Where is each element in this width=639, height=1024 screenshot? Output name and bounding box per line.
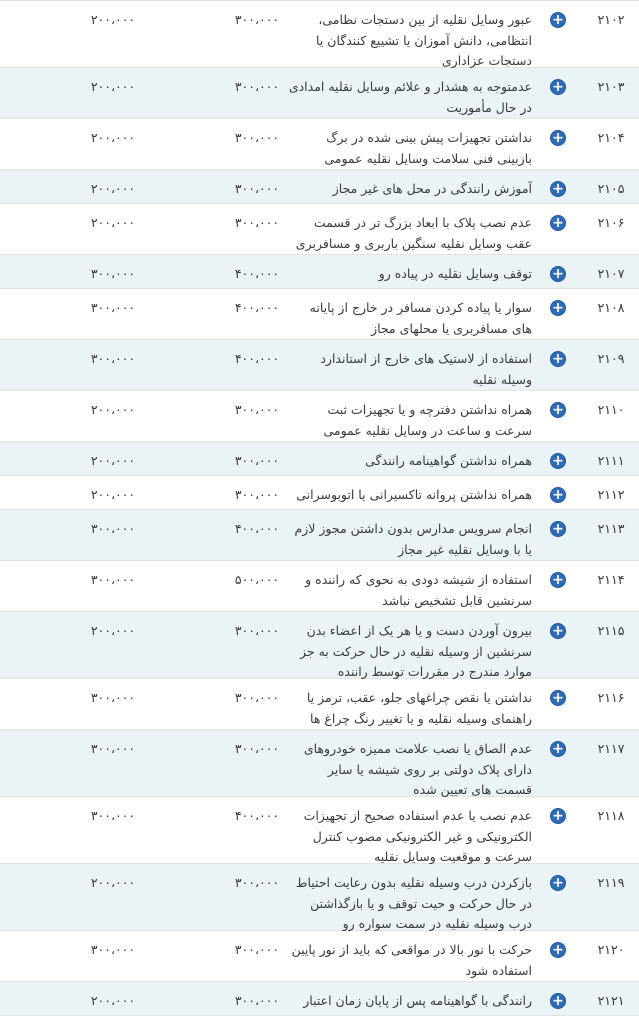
violation-description: انجام سرویس مدارس بدون داشتن مجوز لازم یا با وسایل نقلیه غیر مجاز xyxy=(294,521,532,557)
plus-circle-icon[interactable]: + xyxy=(550,79,566,95)
violation-description: عدم نصب یا عدم استفاده صحیح از تجهیزات الکترونیکی و غیر الکترونیکی مصوب کنترل سرعت و موقعیت وسایل نقلیه xyxy=(303,808,532,864)
violation-description: آموزش رانندگی در محل های غیر مجاز xyxy=(332,181,532,196)
fine-amount-high: ۴۰۰،۰۰۰ xyxy=(234,300,280,315)
table-row xyxy=(0,255,639,289)
fine-amount-low: ۲۰۰،۰۰۰ xyxy=(90,12,136,27)
fine-amount-high: ۳۰۰،۰۰۰ xyxy=(234,623,280,638)
fine-amount-low: ۲۰۰،۰۰۰ xyxy=(90,402,136,417)
violation-description: عدم الصاق یا نصب علامت ممیزه خودروهای دارای پلاک دولتی بر روی شیشه یا سایر قسمت های تعیین شده xyxy=(303,741,532,797)
plus-circle-icon[interactable]: + xyxy=(550,181,566,197)
violation-code: ۲۱۰۶ xyxy=(597,215,625,230)
violation-code: ۲۱۱۲ xyxy=(597,487,625,502)
table-row xyxy=(0,982,639,1016)
plus-circle-icon[interactable]: + xyxy=(550,690,566,706)
fine-amount-low: ۳۰۰،۰۰۰ xyxy=(90,808,136,823)
plus-circle-icon[interactable]: + xyxy=(550,12,566,28)
violation-code: ۲۱۰۸ xyxy=(597,300,625,315)
fine-amount-low: ۳۰۰،۰۰۰ xyxy=(90,572,136,587)
fine-amount-high: ۳۰۰،۰۰۰ xyxy=(234,130,280,145)
violation-code: ۲۱۰۴ xyxy=(597,130,625,145)
plus-circle-icon[interactable]: + xyxy=(550,942,566,958)
fine-amount-high: ۳۰۰،۰۰۰ xyxy=(234,215,280,230)
violation-description: استفاده از لاستیک های خارج از استاندارد وسیله نقلیه xyxy=(320,351,532,387)
violation-description: توقف وسایل نقلیه در پیاده رو xyxy=(378,266,532,281)
plus-circle-icon[interactable]: + xyxy=(550,993,566,1009)
table-row xyxy=(0,679,639,730)
violation-code: ۲۱۱۸ xyxy=(597,808,625,823)
fine-amount-high: ۴۰۰،۰۰۰ xyxy=(234,266,280,281)
violation-description: همراه نداشتن دفترچه و یا تجهیزات ثبت سرعت و ساعت در وسایل نقلیه عمومی xyxy=(323,402,532,438)
table-row xyxy=(0,561,639,612)
fine-amount-low: ۲۰۰،۰۰۰ xyxy=(90,487,136,502)
fine-amount-low: ۲۰۰،۰۰۰ xyxy=(90,453,136,468)
table-row xyxy=(0,612,639,679)
fine-amount-low: ۳۰۰،۰۰۰ xyxy=(90,741,136,756)
fine-amount-low: ۳۰۰،۰۰۰ xyxy=(90,521,136,536)
fine-amount-high: ۳۰۰،۰۰۰ xyxy=(234,690,280,705)
table-row xyxy=(0,476,639,510)
violation-description: بازکردن درب وسیله نقلیه بدون رعایت احتیاط در حال حرکت و حیت توقف و یا بازگذاشتن درب وسیله نقلیه در سمت سواره رو xyxy=(295,875,532,931)
violation-description: حرکت با نور بالا در مواقعی که باید از نور پایین استفاده شود xyxy=(291,942,532,978)
fine-amount-high: ۳۰۰،۰۰۰ xyxy=(234,79,280,94)
violation-description: عبور وسایل نقلیه از بین دستجات نظامی، انتظامی، دانش آموزان یا تشییع کنندگان یا دستجات عزاداری xyxy=(316,12,532,68)
plus-circle-icon[interactable]: + xyxy=(550,808,566,824)
violation-code: ۲۱۲۱ xyxy=(597,993,625,1008)
table-row xyxy=(0,340,639,391)
table-row xyxy=(0,68,639,119)
table-row xyxy=(0,864,639,931)
table-row xyxy=(0,289,639,340)
violation-description: نداشتن یا نقص چراغهای جلو، عقب، ترمز یا راهنمای وسیله نقلیه و یا تغییر رنگ چراغ ها xyxy=(306,690,532,726)
violation-description: عدمتوجه به هشدار و علائم وسایل نقلیه امدادی در حال مأموریت xyxy=(288,79,532,115)
violation-description: همراه نداشتن پروانه تاکسیرانی یا اتوبوسرانی xyxy=(296,487,532,502)
fine-amount-low: ۲۰۰،۰۰۰ xyxy=(90,623,136,638)
violation-code: ۲۱۱۵ xyxy=(597,623,625,638)
fine-amount-low: ۲۰۰،۰۰۰ xyxy=(90,993,136,1008)
fine-amount-high: ۳۰۰،۰۰۰ xyxy=(234,181,280,196)
violation-description: سوار یا پیاده کردن مسافر در خارج از پایانه های مسافربری یا محلهای مجاز xyxy=(309,300,532,336)
table-row xyxy=(0,170,639,204)
table-row xyxy=(0,931,639,982)
plus-circle-icon[interactable]: + xyxy=(550,521,566,537)
plus-circle-icon[interactable]: + xyxy=(550,875,566,891)
violation-description: بیرون آوردن دست و یا هر یک از اعضاء بدن سرنشین از وسیله نقلیه در حال حرکت به جز موارد مندرج در مقررات توسط راننده xyxy=(300,623,532,679)
table-row xyxy=(0,797,639,864)
fine-amount-low: ۲۰۰،۰۰۰ xyxy=(90,215,136,230)
fine-amount-low: ۳۰۰،۰۰۰ xyxy=(90,266,136,281)
table-row xyxy=(0,442,639,476)
fine-amount-low: ۲۰۰،۰۰۰ xyxy=(90,875,136,890)
fine-amount-low: ۲۰۰،۰۰۰ xyxy=(90,79,136,94)
fine-amount-high: ۳۰۰،۰۰۰ xyxy=(234,487,280,502)
plus-circle-icon[interactable]: + xyxy=(550,266,566,282)
fine-amount-high: ۳۰۰،۰۰۰ xyxy=(234,12,280,27)
table-row xyxy=(0,204,639,255)
violation-description: همراه نداشتن گواهینامه رانندگی xyxy=(365,453,532,468)
violation-code: ۲۱۱۶ xyxy=(597,690,625,705)
table-row xyxy=(0,730,639,797)
violation-code: ۲۱۲۰ xyxy=(597,942,625,957)
violation-description: استفاده از شیشه دودی به نحوی که راننده و سرنشین قابل تشخیص نباشد xyxy=(305,572,532,608)
plus-circle-icon[interactable]: + xyxy=(550,215,566,231)
violation-code: ۲۱۰۳ xyxy=(597,79,625,94)
plus-circle-icon[interactable]: + xyxy=(550,130,566,146)
violation-code: ۲۱۰۹ xyxy=(597,351,625,366)
table-row xyxy=(0,391,639,442)
fine-amount-low: ۲۰۰،۰۰۰ xyxy=(90,130,136,145)
fine-amount-low: ۲۰۰،۰۰۰ xyxy=(90,181,136,196)
plus-circle-icon[interactable]: + xyxy=(550,402,566,418)
fine-amount-high: ۴۰۰،۰۰۰ xyxy=(234,808,280,823)
fine-amount-high: ۴۰۰،۰۰۰ xyxy=(234,351,280,366)
violation-code: ۲۱۰۲ xyxy=(597,12,625,27)
violation-description: عدم نصب پلاک با ابعاد بزرگ تر در قسمت عقب وسایل نقلیه سنگین باربری و مسافربری xyxy=(295,215,532,251)
violation-code: ۲۱۱۰ xyxy=(597,402,625,417)
fine-amount-high: ۳۰۰،۰۰۰ xyxy=(234,453,280,468)
fine-amount-high: ۵۰۰،۰۰۰ xyxy=(234,572,280,587)
plus-circle-icon[interactable]: + xyxy=(550,572,566,588)
fine-amount-high: ۳۰۰،۰۰۰ xyxy=(234,875,280,890)
violation-description: رانندگی با گواهینامه پس از پایان زمان اعتبار xyxy=(303,993,532,1008)
plus-circle-icon[interactable]: + xyxy=(550,300,566,316)
violation-description: نداشتن تجهیزات پیش بینی شده در برگ بازبینی فنی سلامت وسایل نقلیه عمومی xyxy=(324,130,532,166)
violation-code: ۲۱۰۵ xyxy=(597,181,625,196)
fine-amount-low: ۳۰۰،۰۰۰ xyxy=(90,942,136,957)
violation-code: ۲۱۱۹ xyxy=(597,875,625,890)
fine-amount-high: ۴۰۰،۰۰۰ xyxy=(234,521,280,536)
violation-code: ۲۱۰۷ xyxy=(597,266,625,281)
fine-amount-low: ۳۰۰،۰۰۰ xyxy=(90,300,136,315)
table-row xyxy=(0,510,639,561)
fine-amount-high: ۳۰۰،۰۰۰ xyxy=(234,741,280,756)
plus-circle-icon[interactable]: + xyxy=(550,351,566,367)
plus-circle-icon[interactable]: + xyxy=(550,487,566,503)
violation-code: ۲۱۱۷ xyxy=(597,741,625,756)
plus-circle-icon[interactable]: + xyxy=(550,453,566,469)
table-row xyxy=(0,1,639,68)
fine-amount-low: ۳۰۰،۰۰۰ xyxy=(90,351,136,366)
fine-amount-high: ۳۰۰،۰۰۰ xyxy=(234,993,280,1008)
plus-circle-icon[interactable]: + xyxy=(550,623,566,639)
violation-code: ۲۱۱۳ xyxy=(597,521,625,536)
fine-amount-high: ۳۰۰،۰۰۰ xyxy=(234,942,280,957)
violation-code: ۲۱۱۴ xyxy=(597,572,625,587)
fine-amount-high: ۳۰۰،۰۰۰ xyxy=(234,402,280,417)
fine-amount-low: ۳۰۰،۰۰۰ xyxy=(90,690,136,705)
table-row xyxy=(0,119,639,170)
plus-circle-icon[interactable]: + xyxy=(550,741,566,757)
violation-code: ۲۱۱۱ xyxy=(597,453,625,468)
